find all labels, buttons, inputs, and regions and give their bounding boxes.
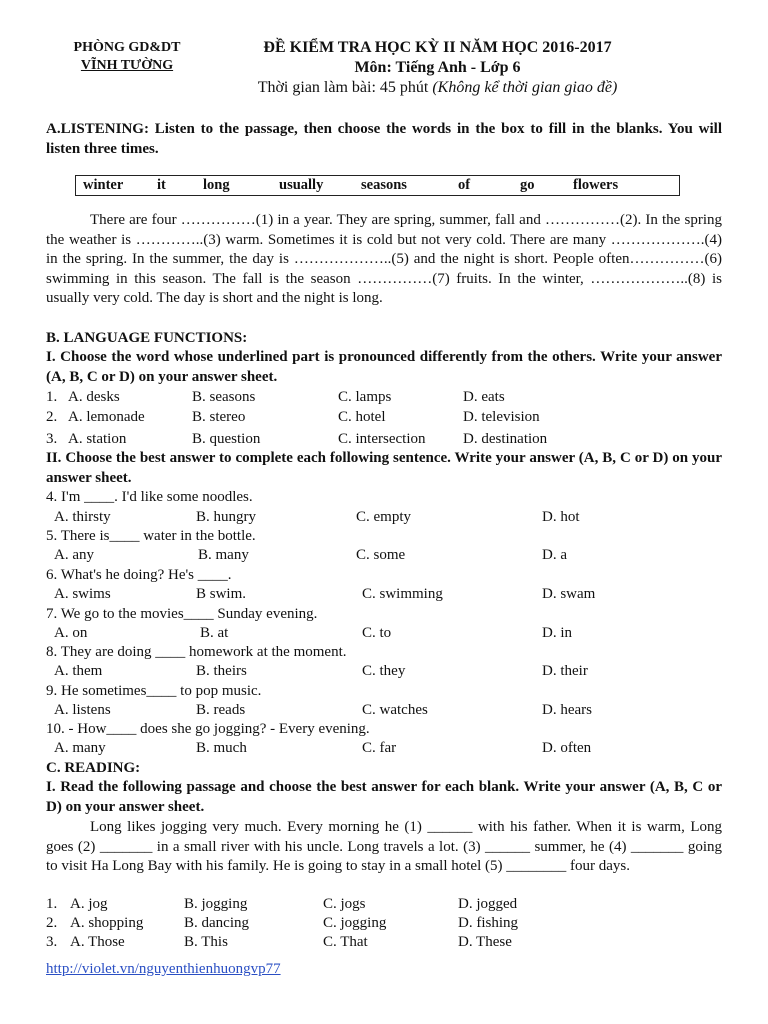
word-box-item: long — [203, 177, 230, 193]
answer-options — [46, 585, 722, 604]
language-heading: B. LANGUAGE FUNCTIONS: — [46, 330, 248, 346]
answer-options — [46, 624, 722, 643]
item-number: 3. — [46, 934, 58, 950]
option-b: B. hungry — [196, 509, 256, 525]
reading-item — [46, 914, 722, 933]
option-d: D. television — [463, 409, 540, 425]
option-b: B. much — [196, 740, 247, 756]
word-box-item: flowers — [573, 177, 619, 193]
option-a: A. any — [54, 547, 94, 563]
word-box-item: winter — [83, 177, 124, 193]
option-d: D. eats — [463, 389, 505, 405]
option-b: B. theirs — [196, 663, 247, 679]
language-part2-heading: II. Choose the best answer to complete each following sentence. Write your answer (A, B, C or D) on your answer sheet. — [46, 450, 722, 486]
option-c: C. far — [362, 740, 397, 756]
option-a: A. many — [54, 740, 106, 756]
item-number: 1. — [46, 389, 58, 405]
option-d: D. hot — [542, 509, 580, 525]
exam-subject: Môn: Tiếng Anh - Lớp 6 — [354, 59, 521, 76]
option-d: D. destination — [463, 431, 548, 447]
option-d: D. fishing — [458, 915, 518, 931]
option-c: C. some — [356, 547, 406, 563]
phonetics-item — [46, 388, 722, 407]
answer-options — [46, 508, 722, 527]
reading-part1-heading: I. Read the following passage and choose the best answer for each blank. Write your answer (A, B, C or D) on your answer sheet. — [46, 779, 722, 815]
option-d: D. hears — [542, 702, 592, 718]
school-office — [58, 39, 196, 75]
answer-options — [46, 662, 722, 681]
office-line-1: PHÒNG GD&DT — [73, 40, 181, 55]
office-line-2: VĨNH TƯỜNG — [80, 58, 174, 73]
item-number: 2. — [46, 915, 58, 931]
option-a: A. them — [54, 663, 103, 679]
exam-time — [210, 78, 665, 98]
source-link[interactable]: http://violet.vn/nguyenthienhuongvp77 — [46, 961, 281, 977]
exam-time-main: Thời gian làm bài: 45 phút — [257, 79, 433, 96]
option-a: A. lemonade — [68, 409, 145, 425]
option-a: A. desks — [68, 389, 120, 405]
option-a: A. on — [54, 625, 88, 641]
option-c: C. intersection — [338, 431, 426, 447]
question-stem: 7. We go to the movies____ Sunday evening. — [46, 606, 318, 622]
question-stem: 8. They are doing ____ homework at the moment. — [46, 644, 347, 660]
exam-title: ĐỀ KIỂM TRA HỌC KỲ II NĂM HỌC 2016-2017 — [263, 39, 612, 56]
option-b: B swim. — [196, 586, 247, 602]
option-a: A. thirsty — [54, 509, 111, 525]
option-c: C. they — [362, 663, 406, 679]
word-box-item: it — [157, 177, 166, 193]
option-b: B. seasons — [192, 389, 256, 405]
option-d: D. their — [542, 663, 588, 679]
option-c: C. empty — [356, 509, 411, 525]
item-number: 3. — [46, 431, 58, 447]
option-b: B. This — [184, 934, 228, 950]
question-stem: 9. He sometimes____ to pop music. — [46, 683, 262, 699]
option-d: D. These — [458, 934, 512, 950]
reading-passage: Long likes jogging very much. Every morning he (1) ______ with his father. When it is warm, Long goes (2) _______ in a small river with his uncle. Long travels a lot. (3) ______ summer, he (4) _______ going to visit Ha Long Bay with his family. He is going to stay in a small hotel (5) ________ four days. — [46, 819, 722, 874]
listening-passage: There are four ……………(1) in a year. They are spring, summer, fall and ……………(2). In the spring the weather is …………..(3) warm. Sometimes it is cold but not very cold. There are many ……………….(4) in the spring. In the summer, the day is ………………..(5) and the night is short. People often……………(6) swimming in this season. The fall is the season ……………(7) fruits. In the winter, ………………..(8) is usually very cold. The day is short and the night is long. — [46, 212, 722, 306]
option-c: C. jogs — [323, 896, 366, 912]
option-d: D. in — [542, 625, 572, 641]
option-a: A. listens — [54, 702, 111, 718]
question-stem: 4. I'm ____. I'd like some noodles. — [46, 489, 253, 505]
question-stem: 10. - How____ does she go jogging? - Every evening. — [46, 721, 370, 737]
option-c: C. lamps — [338, 389, 392, 405]
reading-item — [46, 933, 722, 952]
option-b: B. question — [192, 431, 261, 447]
answer-options — [46, 546, 722, 565]
option-b: B. jogging — [184, 896, 248, 912]
word-box-item: of — [458, 177, 471, 193]
exam-time-note: (Không kể thời gian giao đề) — [432, 79, 618, 96]
option-a: A. station — [68, 431, 127, 447]
option-d: D. a — [542, 547, 567, 563]
item-number: 2. — [46, 409, 58, 425]
option-a: A. Those — [70, 934, 125, 950]
option-b: B. at — [200, 625, 229, 641]
phonetics-item — [46, 430, 722, 449]
option-d: D. often — [542, 740, 592, 756]
word-box — [75, 175, 680, 196]
word-box-item: usually — [279, 177, 324, 193]
option-b: B. reads — [196, 702, 246, 718]
word-box-item: seasons — [361, 177, 407, 193]
option-c: C. to — [362, 625, 392, 641]
item-number: 1. — [46, 896, 58, 912]
option-c: C. That — [323, 934, 368, 950]
answer-options — [46, 739, 722, 758]
question-stem: 5. There is____ water in the bottle. — [46, 528, 256, 544]
option-a: A. jog — [70, 896, 108, 912]
option-a: A. swims — [54, 586, 111, 602]
option-c: C. hotel — [338, 409, 386, 425]
word-box-item: go — [520, 177, 535, 193]
option-c: C. watches — [362, 702, 428, 718]
exam-header — [210, 38, 665, 98]
option-b: B. stereo — [192, 409, 246, 425]
answer-options — [46, 701, 722, 720]
option-c: C. jogging — [323, 915, 387, 931]
listening-heading: A.LISTENING: Listen to the passage, then choose the words in the box to fill in the blanks. You will listen three times. — [46, 121, 722, 157]
option-c: C. swimming — [362, 586, 443, 602]
reading-item — [46, 895, 722, 914]
option-b: B. many — [198, 547, 249, 563]
option-d: D. jogged — [458, 896, 518, 912]
option-a: A. shopping — [70, 915, 144, 931]
option-d: D. swam — [542, 586, 596, 602]
language-part1-heading: I. Choose the word whose underlined part is pronounced differently from the others. Write your answer (A, B, C or D) on your answer sheet. — [46, 349, 722, 385]
question-stem: 6. What's he doing? He's ____. — [46, 567, 232, 583]
reading-heading: C. READING: — [46, 760, 141, 776]
option-b: B. dancing — [184, 915, 249, 931]
phonetics-item — [46, 408, 722, 427]
